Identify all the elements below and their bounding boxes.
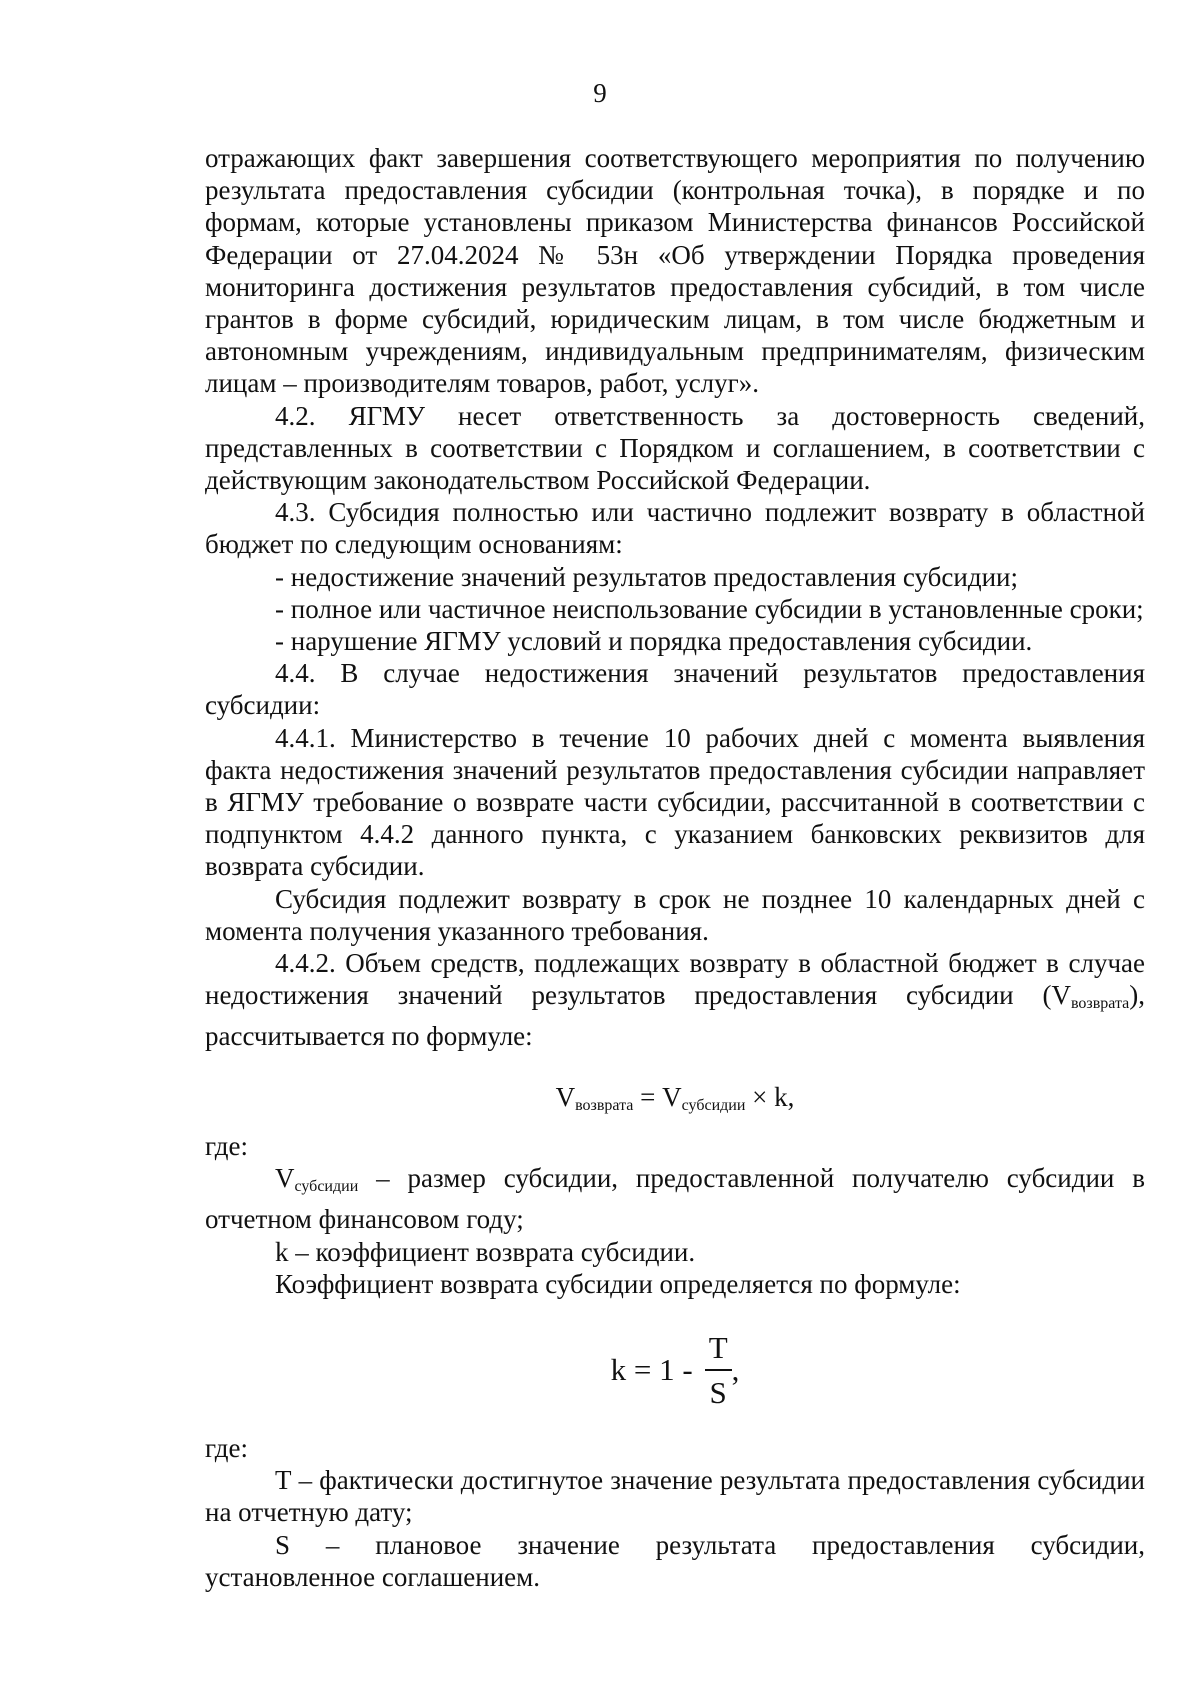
list-item-ground-3: - нарушение ЯГМУ условий и порядка предоставления субсидии. [275, 626, 1033, 657]
formula-lhs-sub: возврата [575, 1096, 634, 1114]
document-body [205, 142, 1145, 1593]
paragraph-return-term: Субсидия подлежит возврату в срок не позднее 10 календарных дней с момента получения указанного требования. [205, 883, 1145, 946]
paragraph-4-4: 4.4. В случае недостижения значений результатов предоставления субсидии: [205, 658, 1145, 721]
page-number: 9 [593, 78, 607, 108]
paragraph-4-4-2 [205, 947, 1145, 1053]
list-item-ground-1: - недостижение значений результатов предоставления субсидии; [275, 561, 1018, 592]
definition-v-subsidy [205, 1162, 1145, 1235]
formula-v: V [555, 1081, 576, 1112]
fraction [705, 1329, 732, 1410]
definition-v-text: – размер субсидии, предоставленной получателю субсидии в отчетном финансовом году; [205, 1163, 1145, 1235]
where-label-2: где: [205, 1432, 248, 1463]
where-label-1: где: [205, 1130, 248, 1161]
formula-return-volume [205, 1081, 1145, 1122]
paragraph-4-4-1: 4.4.1. Министерство в течение 10 рабочих дней с момента выявления факта недостижения значений результатов предоставления субсидии направляет в ЯГМУ требование о возврате части субсидии, рассчитанной в соответствии с подпунктом 4.4.2 данного пункта, с указанием банковских реквизитов для возврата субсидии. [205, 722, 1145, 882]
paragraph-4-4-2-text: 4.4.2. Объем средств, подлежащих возврату в областной бюджет в случае недостижения значений результатов предоставления субсидии (V [205, 948, 1145, 1011]
coefficient-intro: Коэффициент возврата субсидии определяется по формуле: [275, 1268, 961, 1299]
fraction-denominator: S [709, 1374, 727, 1410]
formula2-lhs: k = 1 - [610, 1352, 693, 1388]
formula-rhs-sub: субсидии [681, 1096, 746, 1114]
subscript-vozvrata: возврата [1070, 995, 1130, 1013]
paragraph-4-2: 4.2. ЯГМУ несет ответственность за достоверность сведений, представленных в соответствии с Порядком и соглашением, в соответствии с действующим законодательством Российской Федерации. [205, 400, 1145, 496]
definition-k: k – коэффициент возврата субсидии. [275, 1236, 696, 1267]
definition-v-letter: V [275, 1163, 295, 1194]
paragraph-4-3: 4.3. Субсидия полностью или частично подлежит возврату в областной бюджет по следующим основаниям: [205, 497, 1145, 560]
formula-eq: = V [633, 1081, 682, 1112]
definition-s: S – плановое значение результата предоставления субсидии, установленное соглашением. [205, 1529, 1145, 1592]
formula-tail: × k, [745, 1081, 795, 1112]
formula-coefficient [205, 1329, 1145, 1410]
formula2-tail: , [731, 1352, 740, 1388]
definition-t: Т – фактически достигнутое значение результата предоставления субсидии на отчетную дату; [205, 1465, 1145, 1528]
paragraph-4-4-2-end: ), рассчитывается по формуле: [205, 980, 1145, 1052]
paragraph-continuation: отражающих факт завершения соответствующего мероприятия по получению результата предоставления субсидии (контрольная точка), в порядке и по формам, которые установлены приказом Министерства финансов Российской Федерации от 27.04.2024 № 53н «Об утверждении Порядка проведения мониторинга достижения результатов предоставления субсидий, в том числе грантов в форме субсидий, юридическим лицам, в том числе бюджетным и автономным учреждениям, индивидуальным предпринимателям, физическим лицам – производителям товаров, работ, услуг». [205, 143, 1145, 399]
list-item-ground-2: - полное или частичное неиспользование субсидии в установленные сроки; [275, 593, 1144, 624]
fraction-numerator: Т [705, 1332, 732, 1371]
definition-v-sub: субсидии [294, 1178, 359, 1196]
